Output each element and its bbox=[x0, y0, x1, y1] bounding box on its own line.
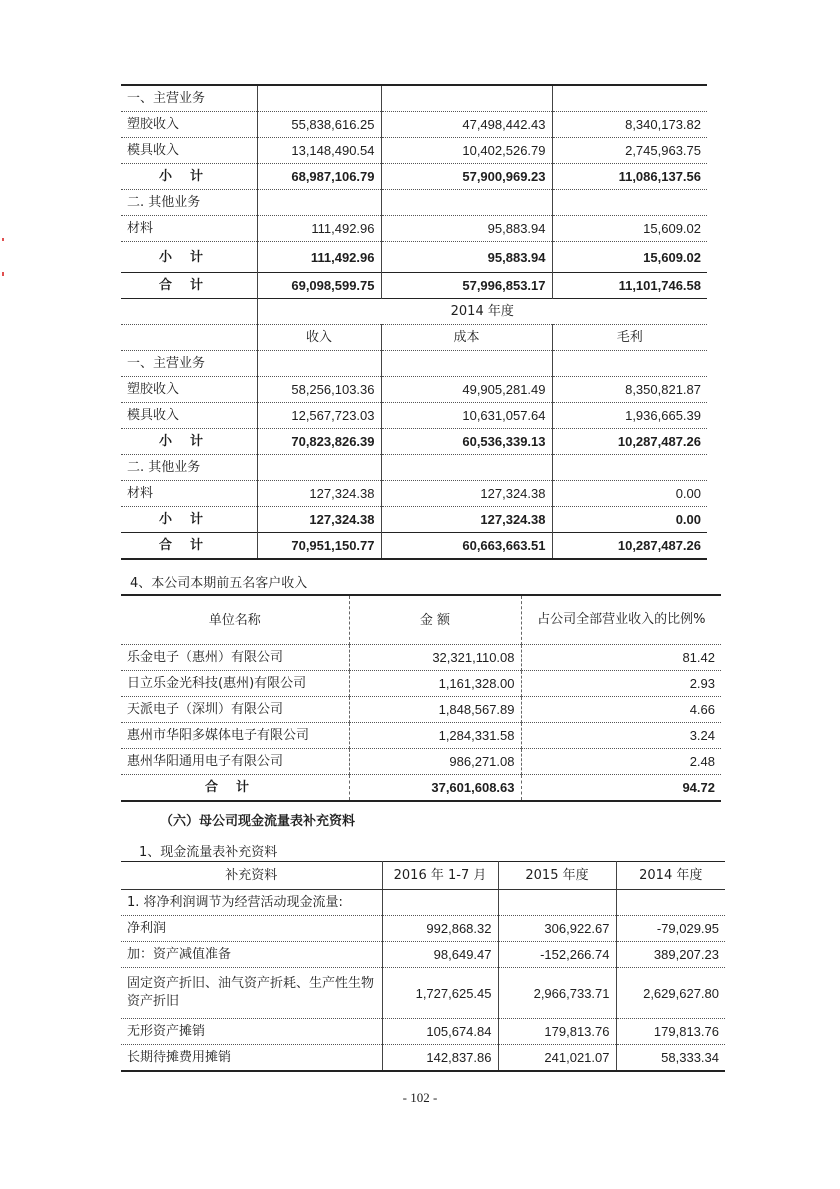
row-label: 材料 bbox=[121, 216, 257, 242]
profit-cell: 0.00 bbox=[552, 507, 707, 533]
cost-cell: 47,498,442.43 bbox=[381, 112, 552, 138]
table-row bbox=[121, 1019, 725, 1045]
row-label: 塑胶收入 bbox=[121, 377, 257, 403]
total-label: 合计 bbox=[121, 273, 257, 299]
value-2015: 241,021.07 bbox=[498, 1045, 616, 1072]
value-2014: -79,029.95 bbox=[616, 916, 725, 942]
col-header-name: 单位名称 bbox=[121, 595, 349, 645]
revenue-cell: 68,987,106.79 bbox=[257, 164, 381, 190]
table-row bbox=[121, 112, 707, 138]
revenue-cell: 127,324.38 bbox=[257, 507, 381, 533]
table-row bbox=[121, 968, 725, 1019]
scan-mark bbox=[2, 238, 4, 241]
section-heading-top5: 4、本公司本期前五名客户收入 bbox=[130, 576, 308, 591]
subtotal-label: 小计 bbox=[121, 164, 257, 190]
row-label: 长期待摊费用摊销 bbox=[121, 1045, 382, 1072]
table-row bbox=[121, 190, 707, 216]
table-row bbox=[121, 85, 707, 112]
top-customers-table bbox=[121, 594, 721, 802]
col-header-profit: 毛利 bbox=[552, 325, 707, 351]
customer-name: 惠州市华阳多媒体电子有限公司 bbox=[121, 723, 349, 749]
total-label: 合计 bbox=[121, 775, 349, 802]
col-header-revenue: 收入 bbox=[257, 325, 381, 351]
row-label: 加：资产减值准备 bbox=[121, 942, 382, 968]
revenue-cell: 111,492.96 bbox=[257, 216, 381, 242]
column-header-row bbox=[121, 325, 707, 351]
cost-cell: 95,883.94 bbox=[381, 216, 552, 242]
amount-cell: 1,848,567.89 bbox=[349, 697, 521, 723]
table-row bbox=[121, 138, 707, 164]
subtotal-label: 小计 bbox=[121, 242, 257, 273]
value-2016: 105,674.84 bbox=[382, 1019, 498, 1045]
amount-cell: 986,271.08 bbox=[349, 749, 521, 775]
table-row bbox=[121, 403, 707, 429]
value-2014: 389,207.23 bbox=[616, 942, 725, 968]
table-row bbox=[121, 455, 707, 481]
revenue-cell: 12,567,723.03 bbox=[257, 403, 381, 429]
table-row bbox=[121, 916, 725, 942]
profit-cell: 10,287,487.26 bbox=[552, 533, 707, 560]
subtotal-row bbox=[121, 242, 707, 273]
row-label: 材料 bbox=[121, 481, 257, 507]
col-header-item: 补充资料 bbox=[121, 862, 382, 890]
cost-cell: 95,883.94 bbox=[381, 242, 552, 273]
table-row bbox=[121, 351, 707, 377]
value-2016: 992,868.32 bbox=[382, 916, 498, 942]
cost-cell: 127,324.38 bbox=[381, 507, 552, 533]
value-2016: 1,727,625.45 bbox=[382, 968, 498, 1019]
table-row bbox=[121, 1045, 725, 1072]
col-header-ratio: 占公司全部营业收入的比例% bbox=[521, 595, 721, 645]
section-label: 1. 将净利润调节为经营活动现金流量: bbox=[121, 890, 382, 916]
section-label: 一、主营业务 bbox=[121, 85, 257, 112]
profit-cell: 8,350,821.87 bbox=[552, 377, 707, 403]
profit-cell: 11,086,137.56 bbox=[552, 164, 707, 190]
row-label: 模具收入 bbox=[121, 403, 257, 429]
profit-cell: 15,609.02 bbox=[552, 216, 707, 242]
profit-cell: 15,609.02 bbox=[552, 242, 707, 273]
value-2014: 58,333.34 bbox=[616, 1045, 725, 1072]
table-row bbox=[121, 723, 721, 749]
section-label: 二. 其他业务 bbox=[121, 455, 257, 481]
col-header-2016: 2016 年 1-7 月 bbox=[382, 862, 498, 890]
cost-cell: 49,905,281.49 bbox=[381, 377, 552, 403]
customer-name: 天派电子（深圳）有限公司 bbox=[121, 697, 349, 723]
revenue-cell: 70,823,826.39 bbox=[257, 429, 381, 455]
ratio-cell: 2.48 bbox=[521, 749, 721, 775]
table-row bbox=[121, 216, 707, 242]
section-label: 一、主营业务 bbox=[121, 351, 257, 377]
column-header-row bbox=[121, 595, 721, 645]
revenue-cell: 127,324.38 bbox=[257, 481, 381, 507]
value-2016: 98,649.47 bbox=[382, 942, 498, 968]
col-header-2015: 2015 年度 bbox=[498, 862, 616, 890]
revenue-cell: 70,951,150.77 bbox=[257, 533, 381, 560]
profit-cell: 8,340,173.82 bbox=[552, 112, 707, 138]
row-label: 模具收入 bbox=[121, 138, 257, 164]
cost-cell: 57,900,969.23 bbox=[381, 164, 552, 190]
customer-name: 惠州华阳通用电子有限公司 bbox=[121, 749, 349, 775]
row-label: 净利润 bbox=[121, 916, 382, 942]
customer-name: 日立乐金光科技(惠州)有限公司 bbox=[121, 671, 349, 697]
row-label: 无形资产摊销 bbox=[121, 1019, 382, 1045]
col-header-2014: 2014 年度 bbox=[616, 862, 725, 890]
ratio-cell: 81.42 bbox=[521, 645, 721, 671]
profit-cell: 2,745,963.75 bbox=[552, 138, 707, 164]
table-row bbox=[121, 890, 725, 916]
table-row bbox=[121, 481, 707, 507]
value-2015: 179,813.76 bbox=[498, 1019, 616, 1045]
table-row bbox=[121, 671, 721, 697]
cost-cell: 10,402,526.79 bbox=[381, 138, 552, 164]
amount-cell: 1,284,331.58 bbox=[349, 723, 521, 749]
table-row bbox=[121, 749, 721, 775]
value-2016: 142,837.86 bbox=[382, 1045, 498, 1072]
revenue-cost-table bbox=[121, 84, 707, 560]
subtotal-label: 小计 bbox=[121, 429, 257, 455]
cost-cell: 57,996,853.17 bbox=[381, 273, 552, 299]
cost-cell: 60,536,339.13 bbox=[381, 429, 552, 455]
subtotal-row bbox=[121, 507, 707, 533]
col-header-amount: 金 额 bbox=[349, 595, 521, 645]
profit-cell: 11,101,746.58 bbox=[552, 273, 707, 299]
ratio-cell: 3.24 bbox=[521, 723, 721, 749]
value-2015: 306,922.67 bbox=[498, 916, 616, 942]
subheading-cashflow: 1、现金流量表补充资料 bbox=[139, 845, 278, 860]
amount-cell: 1,161,328.00 bbox=[349, 671, 521, 697]
revenue-cell: 55,838,616.25 bbox=[257, 112, 381, 138]
revenue-cell: 111,492.96 bbox=[257, 242, 381, 273]
row-label: 固定资产折旧、油气资产折耗、生产性生物资产折旧 bbox=[121, 968, 382, 1019]
subtotal-row bbox=[121, 429, 707, 455]
section-heading-cashflow: （六）母公司现金流量表补充资料 bbox=[160, 814, 356, 829]
subtotal-label: 小计 bbox=[121, 507, 257, 533]
total-row bbox=[121, 775, 721, 802]
value-2014: 2,629,627.80 bbox=[616, 968, 725, 1019]
amount-cell: 37,601,608.63 bbox=[349, 775, 521, 802]
profit-cell: 1,936,665.39 bbox=[552, 403, 707, 429]
col-header-cost: 成本 bbox=[381, 325, 552, 351]
profit-cell: 0.00 bbox=[552, 481, 707, 507]
cost-cell: 127,324.38 bbox=[381, 481, 552, 507]
revenue-cell: 13,148,490.54 bbox=[257, 138, 381, 164]
table-row bbox=[121, 697, 721, 723]
cost-cell: 10,631,057.64 bbox=[381, 403, 552, 429]
revenue-cell: 69,098,599.75 bbox=[257, 273, 381, 299]
subtotal-row bbox=[121, 164, 707, 190]
profit-cell: 10,287,487.26 bbox=[552, 429, 707, 455]
total-row bbox=[121, 273, 707, 299]
value-2015: 2,966,733.71 bbox=[498, 968, 616, 1019]
cost-cell: 60,663,663.51 bbox=[381, 533, 552, 560]
section-label: 二. 其他业务 bbox=[121, 190, 257, 216]
row-label: 塑胶收入 bbox=[121, 112, 257, 138]
table-row bbox=[121, 942, 725, 968]
value-2014: 179,813.76 bbox=[616, 1019, 725, 1045]
table-row bbox=[121, 377, 707, 403]
total-label: 合计 bbox=[121, 533, 257, 560]
page-number: - 102 - bbox=[402, 1090, 438, 1105]
amount-cell: 32,321,110.08 bbox=[349, 645, 521, 671]
cashflow-supplement-table bbox=[121, 861, 725, 1072]
ratio-cell: 4.66 bbox=[521, 697, 721, 723]
value-2015: -152,266.74 bbox=[498, 942, 616, 968]
revenue-cell: 58,256,103.36 bbox=[257, 377, 381, 403]
total-row bbox=[121, 533, 707, 560]
ratio-cell: 94.72 bbox=[521, 775, 721, 802]
table-row bbox=[121, 645, 721, 671]
customer-name: 乐金电子（惠州）有限公司 bbox=[121, 645, 349, 671]
year-header: 2014 年度 bbox=[257, 299, 707, 325]
scan-mark bbox=[2, 272, 4, 276]
year-header-row bbox=[121, 299, 707, 325]
ratio-cell: 2.93 bbox=[521, 671, 721, 697]
column-header-row bbox=[121, 862, 725, 890]
